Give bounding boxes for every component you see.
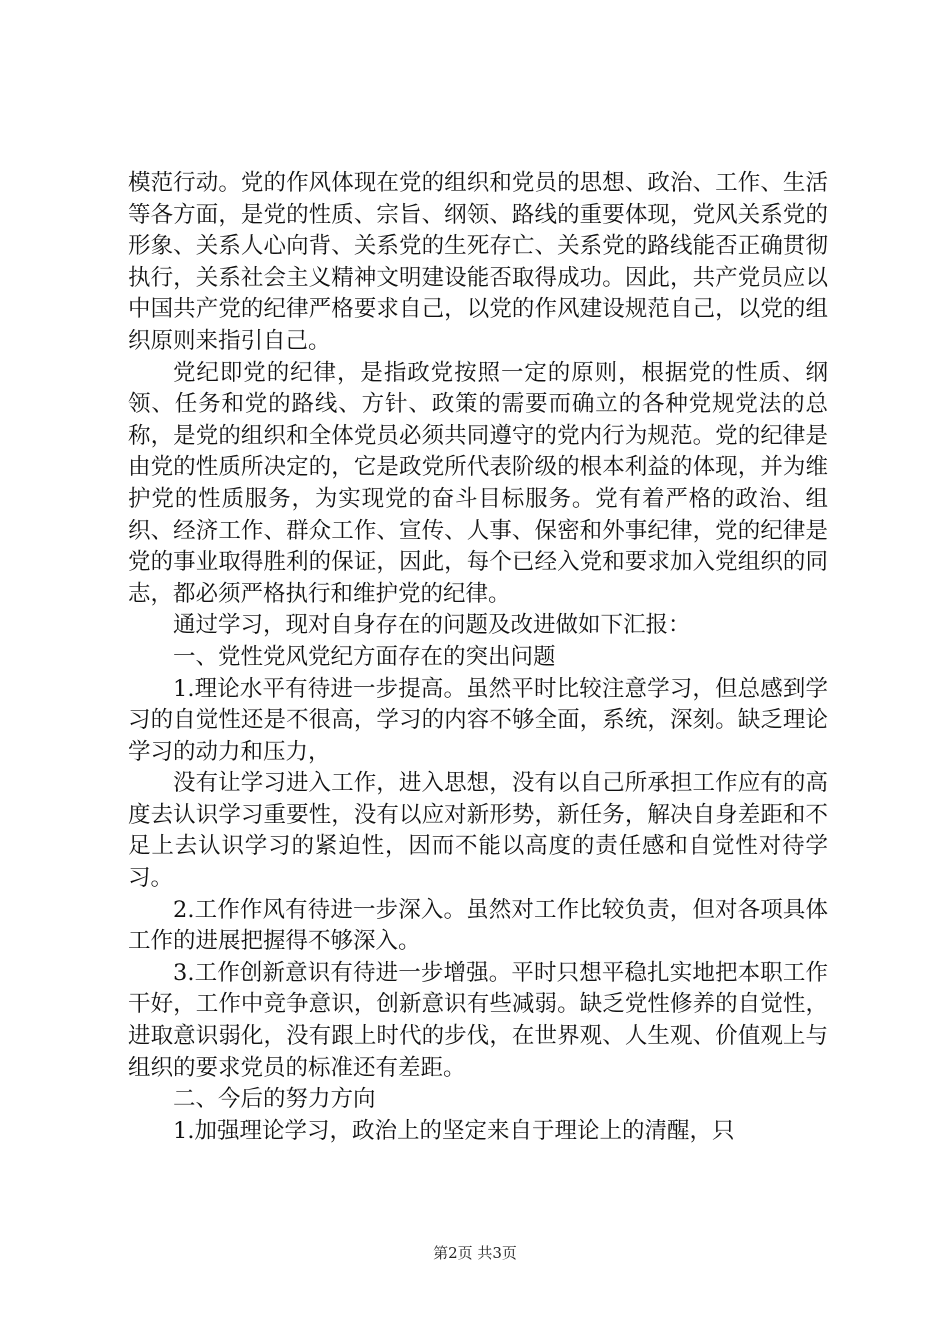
paragraph-item-3: 3.工作创新意识有待进一步增强。平时只想平稳扎实地把本职工作干好，工作中竞争意识，创新意识有些减弱。缺乏党性修养的自觉性，进取意识弱化，没有跟上时代的步伐，在世界观、人生观、价值观上与组织的要求党员的标准还有差距。 <box>128 959 828 1081</box>
page-number-footer: 第2页 共3页 <box>433 1244 517 1262</box>
paragraph-2: 党纪即党的纪律，是指政党按照一定的原则，根据党的性质、纲领、任务和党的路线、方针、政策的需要而确立的各种党规党法的总称，是党的组织和全体党员必须共同遵守的党内行为规范。党的纪律是由党的性质所决定的，它是政党所代表阶级的根本利益的体现，并为维护党的性质服务，为实现党的奋斗目标服务。党有着严格的政治、组织、经济工作、群众工作、宣传、人事、保密和外事纪律，党的纪律是党的事业取得胜利的保证，因此，每个已经入党和要求加入党组织的同志，都必须严格执行和维护党的纪律。 <box>128 359 828 607</box>
paragraph-1: 模范行动。党的作风体现在党的组织和党员的思想、政治、工作、生活等各方面，是党的性质、宗旨、纲领、路线的重要体现，党风关系党的形象、关系人心向背、关系党的生死存亡、关系党的路线能否正确贯彻执行，关系社会主义精神文明建设能否取得成功。因此，共产党员应以中国共产党的纪律严格要求自己，以党的作风建设规范自己，以党的组织原则来指引自己。 <box>128 170 828 354</box>
section-heading-1: 一、党性党风党纪方面存在的突出问题 <box>173 643 556 670</box>
paragraph-direction-1: 1.加强理论学习，政治上的坚定来自于理论上的清醒，只 <box>173 1117 735 1144</box>
section-heading-2: 二、今后的努力方向 <box>173 1086 376 1113</box>
document-body <box>128 168 828 1147</box>
paragraph-item-2: 2.工作作风有待进一步深入。虽然对工作比较负责，但对各项具体工作的进展把握得不够深入。 <box>128 896 828 955</box>
paragraph-item-1-continued: 没有让学习进入工作，进入思想，没有以自己所承担工作应有的高度去认识学习重要性，没有以应对新形势，新任务，解决自身差距和不足上去认识学习的紧迫性，因而不能以高度的责任感和自觉性对待学习。 <box>128 770 828 892</box>
paragraph-item-1: 1.理论水平有待进一步提高。虽然平时比较注意学习，但总感到学习的自觉性还是不很高，学习的内容不够全面，系统，深刻。缺乏理论学习的动力和压力， <box>128 675 828 765</box>
paragraph-3: 通过学习，现对自身存在的问题及改进做如下汇报： <box>173 612 691 639</box>
